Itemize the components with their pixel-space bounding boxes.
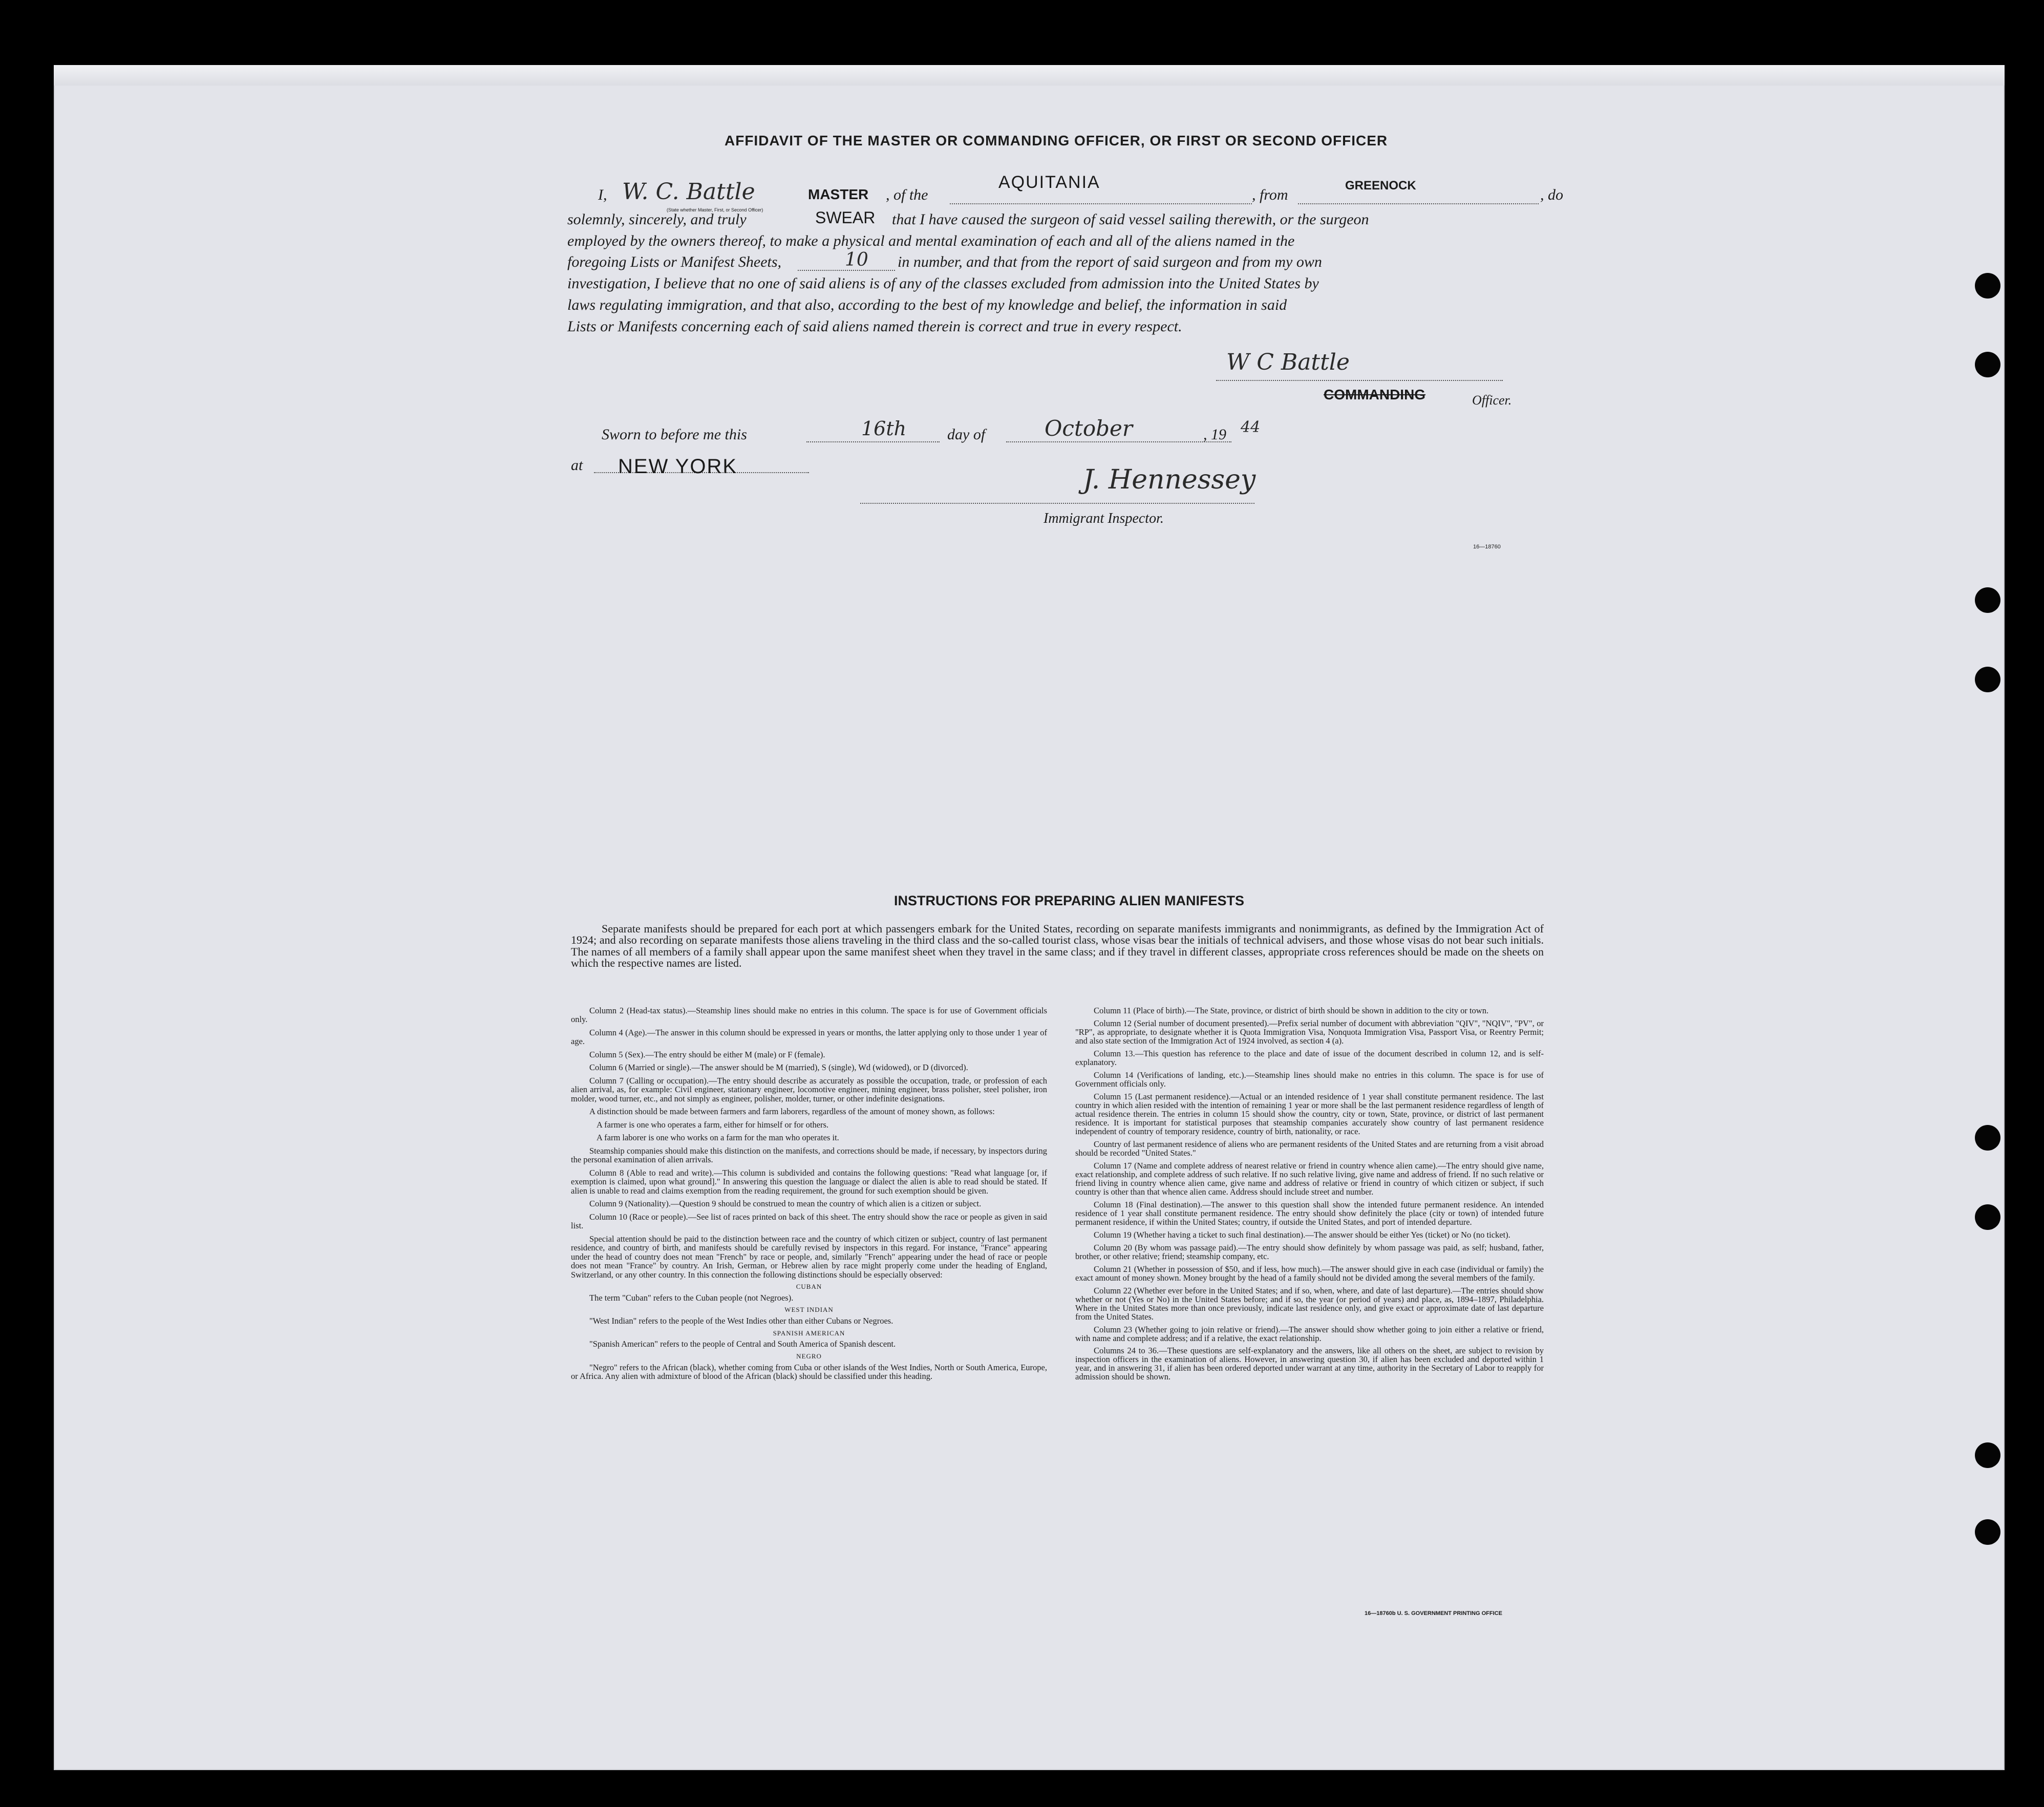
left-paragraph: Column 2 (Head-tax status).—Steamship lines should make no entries in this column. The space is for use of Government officials only. [571, 1006, 1047, 1025]
right-paragraph: Column 23 (Whether going to join relative or friend).—The answer should show whether going to join either a relative or friend, with name and complete address; and if a relative, the exact relationship. [1075, 1324, 1544, 1343]
left-paragraph: Column 9 (Nationality).—Question 9 should be construed to mean the country of which alien is a citizen or subject. [589, 1199, 982, 1209]
left-paragraph: A distinction should be made between farmers and farm laborers, regardless of the amount of money shown, as follows: [589, 1107, 995, 1117]
rank-note: (State whether Master, First, or Second Officer) [667, 207, 763, 212]
right-paragraph: Column 15 (Last permanent residence).—Actual or an intended residence of 1 year shall constitute permanent residence. The last country in which alien resided with the intention of remaining 1 year or more shall be the last permanent residence regardless of length of actual residence therein. The entries in column 15 should show the country, city or town, State, province, or district of last permanent residence. It is important for statistical purposes that steamship companies accurately show country of last permanent residence independent of country of temporary residence, country of birth, nationality, or race. [1075, 1091, 1544, 1136]
right-paragraph: Columns 24 to 36.—These questions are self-explanatory and the answers, like all others on the sheet, are subject to revision by inspection officers in the examination of aliens. However, in answering question 30, if alien has been excluded and deported within 1 year, and in answering 31, if alien has been ordered deported under warrant at any time, authority in the Secretary of Labor to reapply for admission should be shown. [1075, 1346, 1544, 1382]
manifest-page [54, 65, 2005, 1770]
right-paragraph: Column 14 (Verifications of landing, etc.).—Steamship lines should make no entries in this column. The space is for use of Government officials only. [1075, 1070, 1544, 1089]
instructions-right-column [1075, 1006, 1544, 1385]
negro-text: "Negro" refers to the African (black), whether coming from Cuba or other islands of the West Indies, North or South America, Europe, or Africa. Any alien with admixture of blood of the African (black) should be classified under this heading. [571, 1362, 1047, 1381]
instructions-intro: Separate manifests should be prepared for each port at which passengers embark for the United States, recording on separate manifests immigrants and nonimmigrants, as defined by the Immigration Act of 1924; and also recording on separate manifests those aliens traveling in the third class and the so-called tourist class, whose visas bear the initials of technical advisers, and those whose visas do not bear such initials. The names of all members of a family shall appear upon the same manifest sheet when they travel in the same class; and if they travel in different classes, appropriate cross references should be made on the sheets on which the respective names are listed. [571, 922, 1544, 970]
right-paragraph: Column 17 (Name and complete address of nearest relative or friend in country whence alien came).—The entry should give name, exact relationship, and complete address of such relative. If no such relative living, give name and address of friend. If no such relative or friend living in country whence alien came, give name and address of relative or friend in country of which citizen or subject, if such country is other than that whence alien came. Address should include street and number. [1075, 1160, 1544, 1197]
right-paragraph: Column 21 (Whether in possession of $50, and if less, how much).—The answer should give in each case (individual or family) the exact amount of money shown. Money brought by the head of a family should not be divided among the several members of the family. [1075, 1264, 1544, 1283]
left-paragraph: Column 4 (Age).—The answer in this column should be expressed in years or months, the latter applying only to those under 1 year of age. [571, 1027, 1047, 1047]
right-paragraph: Column 11 (Place of birth).—The State, province, or district of birth should be shown in addition to the city or town. [1094, 1006, 1489, 1015]
binder-hole [1975, 1125, 2000, 1151]
right-paragraph: Column 13.—This question has reference to the place and date of issue of the document described in column 12, and is self-explanatory. [1075, 1048, 1544, 1067]
inspector-signature: J. Hennessey [1083, 464, 1256, 495]
month-value: October [1045, 416, 1133, 441]
sheet-count: 10 [845, 249, 868, 270]
do-label: , do [1540, 186, 1563, 203]
binder-hole [1975, 273, 2000, 299]
affidavit-line-6: laws regulating immigration, and that also, according to the best of my knowledge and belief, the information in said [567, 296, 1287, 313]
rank-stamp: MASTER [808, 186, 869, 202]
officer-label: Officer. [1472, 393, 1512, 408]
binder-hole [1975, 1519, 2000, 1545]
left-paragraph: Column 6 (Married or single).—The answer should be M (married), S (single), Wd (widowed), or D (divorced). [589, 1062, 968, 1073]
inspector-label: Immigrant Inspector. [1044, 511, 1164, 526]
right-paragraph: Column 20 (By whom was passage paid).—The entry should show definitely by whom passage was paid, as self; husband, father, brother, or other relative; friend; steamship company, etc. [1075, 1242, 1544, 1261]
year-prefix: , 19 [1203, 426, 1226, 443]
at-label: at [571, 457, 583, 474]
right-paragraph: Country of last permanent residence of aliens who are permanent residents of the United States and are returning from a visit abroad should be recorded "United States." [1075, 1139, 1544, 1158]
sworn-label: Sworn to before me this [602, 426, 747, 443]
left-paragraph: Column 8 (Able to read and write).—This column is subdivided and contains the following questions: "Read what language [or, if exemption is claimed, upon what ground]." In answering this question the language or dialect the alien is able to read should be stated. If alien is unable to read and claims exemption from the reading requirement, the ground for such exemption should be given. [571, 1167, 1047, 1196]
master-name: W. C. Battle [622, 179, 755, 205]
affidavit-line-7: Lists or Manifests concerning each of said aliens named therein is correct and true in every respect. [567, 318, 1182, 335]
name-prefix: I, [598, 186, 607, 203]
binder-hole [1975, 1204, 2000, 1230]
affidavit-line-2-start: solemnly, sincerely, and truly [567, 211, 747, 228]
west-indian-text: "West Indian" refers to the people of the West Indies other than either Cubans or Negroes. [589, 1316, 893, 1326]
of-the-label: , of the [886, 186, 928, 203]
affidavit-line-4-end: in number, and that from the report of said surgeon and from my own [898, 253, 1322, 270]
spanish-american-text: "Spanish American" refers to the people of Central and South America of Spanish descent. [589, 1339, 896, 1349]
heading-spanish-american: SPANISH AMERICAN [773, 1329, 845, 1337]
year-value: 44 [1241, 418, 1261, 436]
vessel-name: AQUITANIA [998, 173, 1100, 192]
binder-hole [1975, 352, 2000, 377]
left-paragraph: Special attention should be paid to the distinction between race and the country of which citizen or subject, country of last permanent residence, and country of birth, and manifests should be carefully revised by inspectors in this regard. For instance, "France" appearing under the head of country does not mean "French" by race or people, and, similarly "French" appearing under the head of race or people does not mean "France" by country. An Irish, German, or Hebrew alien by race might properly come under the heading of England, Switzerland, or any other country. In this connection the following distinctions should be especially observed: [571, 1234, 1047, 1280]
binder-hole [1975, 587, 2000, 613]
port-from: GREENOCK [1345, 179, 1416, 193]
left-paragraph: A farm laborer is one who works on a farm for the man who operates it. [597, 1133, 839, 1143]
form-number: 16—18760 [1473, 544, 1501, 550]
affidavit-line-3: employed by the owners thereof, to make a physical and mental examination of each and all of the aliens named in the [567, 232, 1295, 249]
verb-stamp: SWEAR [815, 208, 876, 227]
affidavit-line-2-end: that I have caused the surgeon of said vessel sailing therewith, or the surgeon [892, 211, 1369, 228]
right-paragraph: Column 22 (Whether ever before in the United States; and if so, when, where, and date of last departure).—The entries should show whether or not (Yes or No) in the United States before; and if so, the year (or period of years) and place, as, 1894–1897, Philadelphia. Where in the United States more than once previously, indicate last residence only, and give exact or approximate date of last departure from the United States. [1075, 1285, 1544, 1322]
heading-negro: NEGRO [796, 1352, 822, 1360]
heading-cuban: CUBAN [796, 1283, 822, 1291]
left-paragraph: A farmer is one who operates a farm, either for himself or for others. [597, 1119, 829, 1130]
from-label: , from [1252, 186, 1288, 203]
master-signature: W C Battle [1226, 349, 1350, 375]
left-paragraph: Steamship companies should make this distinction on the manifests, and corrections should be made, if necessary, by inspectors during the personal examination of alien arrivals. [571, 1145, 1047, 1165]
right-paragraph: Column 18 (Final destination).—The answer to this question shall show the intended future permanent residence. An intended residence of 1 year shall constitute permanent residence. The entry should show definitely the place (city or town) of intended future permanent residence, if within the United States; country, if outside the United States, and port of intended departure. [1075, 1199, 1544, 1227]
left-paragraph: Column 5 (Sex).—The entry should be either M (male) or F (female). [589, 1049, 825, 1059]
binder-hole [1975, 667, 2000, 692]
day-of-label: day of [947, 426, 986, 443]
printing-office-footer: 16—18760b U. S. GOVERNMENT PRINTING OFFICE [1365, 1610, 1502, 1617]
right-paragraph: Column 12 (Serial number of document presented).—Prefix serial number of document with abbreviation "QIV", "NQIV", "PV", or "RP", as appropriate, to designate whether it is Quota Immigration Visa, Nonquota Immigration Visa, Passport Visa, or Reentry Permit; and also state section of the Immigration Act of 1924 involved, as section 4 (a). [1075, 1018, 1544, 1046]
heading-west-indian: WEST INDIAN [784, 1306, 834, 1314]
place-stamp: NEW YORK [618, 455, 738, 478]
affidavit-line-5: investigation, I believe that no one of said aliens is of any of the classes excluded from admission into the United States by [567, 275, 1319, 292]
left-paragraph: Column 7 (Calling or occupation).—The entry should describe as accurately as possible the occupation, trade, or profession of each alien arrival, as, for example: Civil engineer, stationary engineer, locomotive engineer, mining engineer, brass polisher, steel polisher, iron molder, wood turner, etc., and not simply as engineer, polisher, molder, turner, or other indefinite designations. [571, 1075, 1047, 1103]
instructions-left-column [571, 1006, 1047, 1385]
binder-hole [1975, 1442, 2000, 1468]
page-fold [54, 65, 2005, 86]
day-value: 16th [861, 417, 907, 440]
affidavit-line-4-start: foregoing Lists or Manifest Sheets, [567, 253, 782, 270]
cuban-text: The term "Cuban" refers to the Cuban people (not Negroes). [589, 1292, 794, 1303]
left-paragraph: Column 10 (Race or people).—See list of races printed on back of this sheet. The entry should show the race or people as given in said list. [571, 1211, 1047, 1231]
right-paragraph: Column 19 (Whether having a ticket to such final destination).—The answer should be either Yes (ticket) or No (no ticket). [1094, 1229, 1510, 1240]
affidavit-title: AFFIDAVIT OF THE MASTER OR COMMANDING OFFICER, OR FIRST OR SECOND OFFICER [725, 133, 1388, 148]
instructions-title: INSTRUCTIONS FOR PREPARING ALIEN MANIFESTS [893, 893, 1245, 908]
officer-stamp: COMMANDING [1324, 387, 1426, 402]
